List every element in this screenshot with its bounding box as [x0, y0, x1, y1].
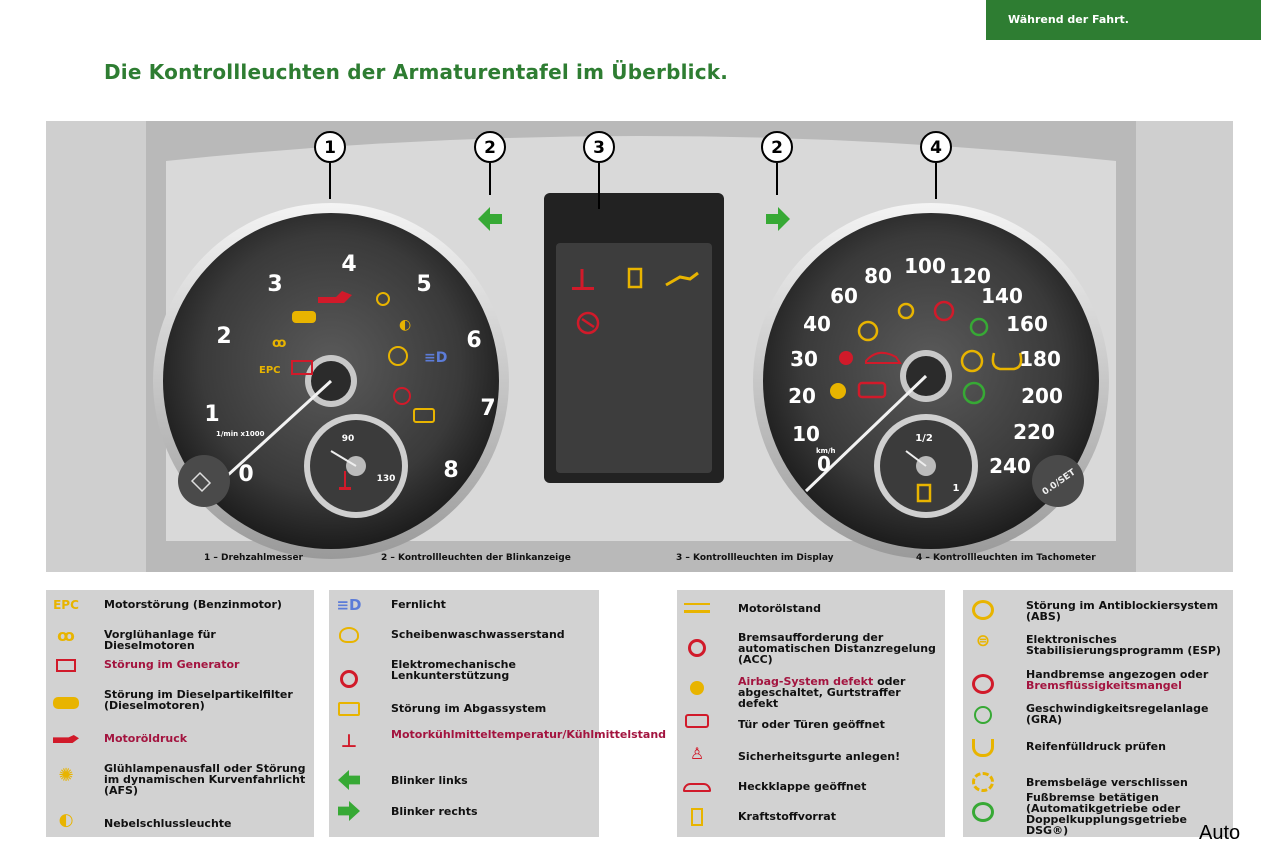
legend-label: Scheibenwaschwasserstand [391, 628, 565, 641]
cruise-icon [967, 704, 999, 726]
figure-caption: 1 – Drehzahlmesser [204, 553, 303, 563]
airbag-lamp [830, 383, 846, 399]
tach-label: 8 [443, 458, 459, 483]
tach-unit: 1/min x1000 [216, 430, 265, 438]
speed-label: 80 [864, 264, 892, 288]
legend-label [1026, 669, 1229, 691]
speed-label: 60 [830, 284, 858, 308]
trunk-open-icon [681, 776, 713, 798]
legend-panel-1 [46, 590, 314, 837]
esp-icon: ⊜ [975, 631, 991, 651]
legend-label: Reifenfülldruck prüfen [1026, 740, 1166, 753]
brake-icon [967, 673, 999, 695]
speed-label: 20 [788, 384, 816, 408]
acc-brake-icon [681, 637, 713, 659]
callout-number: 1 [324, 138, 336, 158]
seatbelt-lamp [839, 351, 853, 365]
trip-reset-knob [178, 455, 230, 507]
legend-label-red: Bremsflüssigkeitsmangel [1026, 679, 1182, 692]
legend-label: Störung im Generator [104, 658, 240, 671]
legend-label: Motorölstand [738, 602, 822, 615]
foot-brake-icon [967, 801, 999, 823]
tach-label: 4 [341, 252, 357, 277]
abs-icon [967, 599, 999, 621]
cluster-drawing [46, 121, 1233, 572]
coolant-lamp [339, 487, 351, 490]
legend-label: Bremsbeläge verschlissen [1026, 776, 1188, 789]
speed-label: 180 [1019, 347, 1061, 371]
legend-label: Elektromechanische Lenkunterstützung [391, 658, 516, 682]
legend-label: Störung im Abgassystem [391, 702, 547, 715]
legend-panel-3 [677, 590, 945, 837]
legend-label: Fernlicht [391, 598, 446, 611]
fuel-pump-icon [681, 806, 713, 828]
legend-label: Nebelschlussleuchte [104, 817, 232, 830]
engine-icon [333, 698, 365, 720]
legend-label-rest: Handbremse angezogen oder [1026, 668, 1209, 681]
section-tab [986, 0, 1261, 40]
washer-fluid-icon [333, 624, 365, 646]
arrow-right-icon [333, 800, 365, 822]
speed-label: 30 [790, 347, 818, 371]
page-footer-label: Auto [1199, 822, 1241, 844]
speed-unit: km/h [816, 447, 836, 455]
rear-fog-icon: ◐ [58, 810, 74, 830]
glow-plug-lamp: ꝏ [272, 336, 287, 351]
figure-caption: 4 – Kontrollleuchten im Tachometer [916, 553, 1096, 563]
coolant-icon: ⊥ [340, 730, 358, 752]
epc-icon: EPC [53, 598, 79, 612]
speed-label: 160 [1006, 312, 1048, 336]
tach-label: 6 [466, 328, 482, 353]
tach-label: 7 [480, 396, 496, 421]
arrow-left-icon [333, 769, 365, 791]
page-title: Die Kontrollleuchten der Armaturentafel im Überblick. [104, 60, 729, 84]
legend-label: Geschwindigkeitsregelanlage (GRA) [1026, 702, 1209, 726]
legend-label [738, 676, 941, 709]
battery-icon [50, 654, 82, 676]
tire-pressure-icon [967, 737, 999, 759]
particle-filter-icon [50, 692, 82, 714]
epc-lamp: EPC [259, 365, 281, 376]
legend-label-red: Airbag-System defekt [738, 675, 874, 688]
legend-label: Glühlampenausfall oder Störung im dynamischen Kurvenfahrlicht (AFS) [104, 762, 306, 797]
legend-label: Fußbremse betätigen (Automatikgetriebe oder Doppelkupplungsgetriebe DSG®) [1026, 791, 1187, 837]
steering-icon [333, 668, 365, 690]
legend-label: Tür oder Türen geöffnet [738, 718, 885, 731]
bulb-failure-icon: ✺ [58, 764, 74, 786]
legend-label: Bremsaufforderung der automatischen Distanzregelung (ACC) [738, 631, 936, 666]
legend-label: Blinker rechts [391, 805, 478, 818]
tach-zero-label: 0 [238, 462, 254, 487]
temp-label: 90 [341, 434, 355, 444]
airbag-icon [681, 677, 713, 699]
section-label: Während der Fahrt. [1008, 13, 1129, 26]
legend-label: Vorglühanlage für Dieselmotoren [104, 628, 216, 652]
legend-label: Elektronisches Stabilisierungsprogramm (ESP) [1026, 633, 1221, 657]
brake-pads-icon [967, 771, 999, 793]
legend-label: Motorstörung (Benzinmotor) [104, 598, 282, 611]
fuel-label: 1 [952, 483, 960, 494]
callout-number: 3 [593, 138, 605, 158]
tach-label: 2 [216, 324, 232, 349]
legend-label: Störung im Dieselpartikelfilter (Dieselmotoren) [104, 688, 293, 712]
glow-plug-icon: ꝏ [57, 625, 75, 645]
legend-label: Sicherheitsgurte anlegen! [738, 750, 901, 763]
legend-panel-4 [963, 590, 1233, 837]
speed-zero-label: 0 [817, 452, 831, 476]
figure-caption: 3 – Kontrollleuchten im Display [676, 553, 834, 563]
instrument-cluster-figure [46, 121, 1233, 572]
callout-number: 4 [930, 138, 942, 158]
legend-label: Heckklappe geöffnet [738, 780, 867, 793]
speed-label: 120 [949, 264, 991, 288]
callout-number: 2 [771, 138, 783, 158]
speed-label: 10 [792, 422, 820, 446]
figure-caption: 2 – Kontrollleuchten der Blinkanzeige [381, 553, 571, 563]
speed-label: 220 [1013, 420, 1055, 444]
callout-number: 2 [484, 138, 496, 158]
legend-label: Motorkühlmitteltemperatur/Kühlmittelstand [391, 728, 667, 741]
seatbelt-icon: ♙ [689, 743, 705, 763]
rear-fog-lamp: ◐ [399, 317, 412, 333]
legend-panel-2 [329, 590, 667, 837]
high-beam-lamp: ≡D [424, 350, 448, 366]
legend-label: Blinker links [391, 774, 468, 787]
speed-label: 200 [1021, 384, 1063, 408]
fuel-label: 1/2 [915, 433, 933, 444]
legend-label: Kraftstoffvorrat [738, 810, 836, 823]
legend-label: Störung im Antiblockiersystem (ABS) [1026, 599, 1219, 623]
temp-label: 130 [376, 474, 396, 484]
oil-level-icon [681, 597, 713, 619]
speed-label: 140 [981, 284, 1023, 308]
tach-label: 5 [416, 272, 432, 297]
tach-label: 3 [267, 272, 283, 297]
tach-label: 1 [204, 402, 220, 427]
speed-label: 40 [803, 312, 831, 336]
particle-filter-lamp [292, 311, 316, 323]
speed-label: 100 [904, 254, 946, 278]
speed-label: 240 [989, 454, 1031, 478]
legend-label-rest: oder abgeschaltet, Gurtstraffer defekt [738, 675, 906, 710]
door-open-icon [681, 710, 713, 732]
set-button-label: 0.0/SET [1040, 467, 1078, 498]
high-beam-icon: ≡D [336, 596, 362, 614]
legend-label: Motoröldruck [104, 732, 188, 745]
oil-can-icon [50, 728, 82, 750]
